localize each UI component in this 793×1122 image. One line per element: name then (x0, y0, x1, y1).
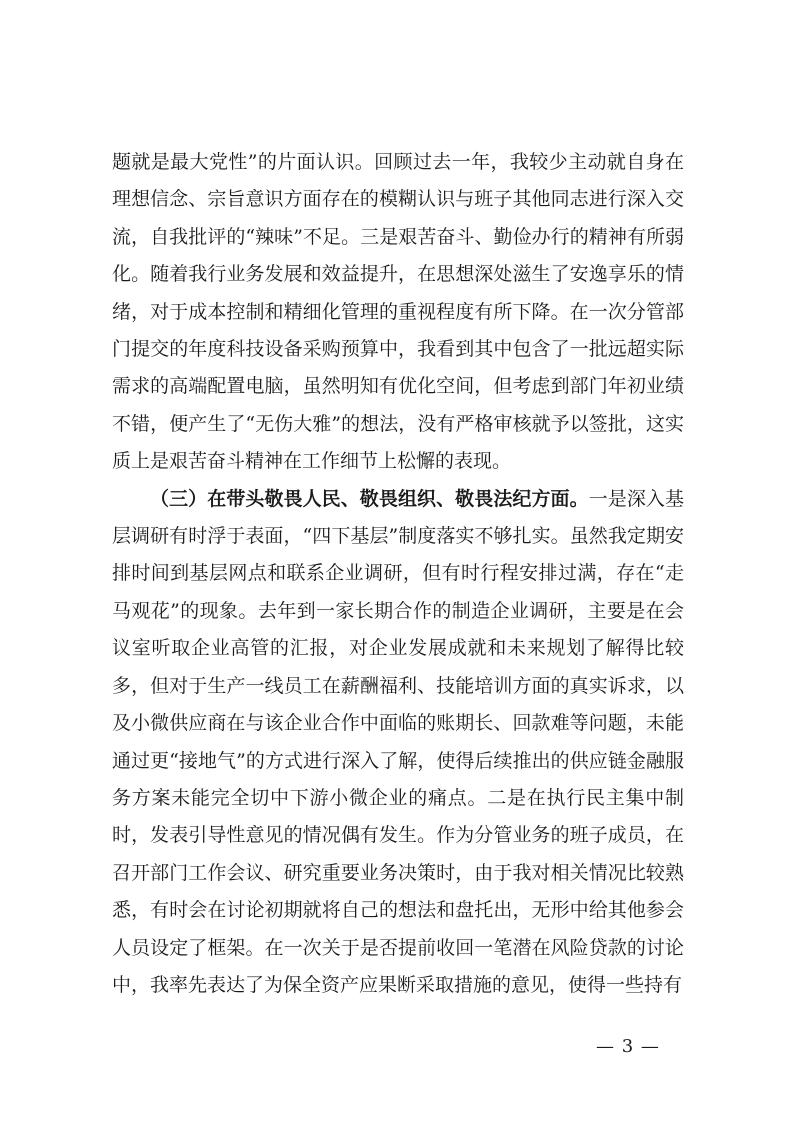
page-number: — 3 — (596, 1036, 660, 1057)
paragraph-1 (112, 144, 684, 481)
paragraph-2-text: 一是深入基层调研有时浮于表面，“四下基层”制度落实不够扎实。虽然我定期安排时间到基层网点和联系企业调研，但有时行程安排过满，存在“走马观花”的现象。去年到一家长期合作的制造企业调研，主要是在会议室听取企业高管的汇报，对企业发展成就和未来规划了解得比较多，但对于生产一线员工在薪酬福利、技能培训方面的真实诉求，以及小微供应商在与该企业合作中面临的账期长、回款难等问题，未能通过更“接地气”的方式进行深入了解，使得后续推出的供应链金融服务方案未能完全切中下游小微企业的痛点。二是在执行民主集中制时，发表引导性意见的情况偶有发生。作为分管业务的班子成员，在召开部门工作会议、研究重要业务决策时，由于我对相关情况比较熟悉，有时会在讨论初期就将自己的想法和盘托出，无形中给其他参会人员设定了框架。在一次关于是否提前收回一笔潜在风险贷款的讨论中，我率先表达了为保全资产应果断采取措施的意见，使得一些持有 (112, 487, 684, 996)
paragraph-2 (112, 481, 684, 1005)
body-text (112, 144, 684, 1004)
paragraph-1-text: 题就是最大党性”的片面认识。回顾过去一年，我较少主动就自身在理想信念、宗旨意识方面存在的模糊认识与班子其他同志进行深入交流，自我批评的“辣味”不足。三是艰苦奋斗、勤俭办行的精神有所弱化。随着我行业务发展和效益提升，在思想深处滋生了安逸享乐的情绪，对于成本控制和精细化管理的重视程度有所下降。在一次分管部门提交的年度科技设备采购预算中，我看到其中包含了一批远超实际需求的高端配置电脑，虽然明知有优化空间，但考虑到部门年初业绩不错，便产生了“无伤大雅”的想法，没有严格审核就予以签批，这实质上是艰苦奋斗精神在工作细节上松懈的表现。 (112, 151, 684, 473)
section-heading: （三）在带头敬畏人民、敬畏组织、敬畏法纪方面。 (150, 487, 589, 510)
